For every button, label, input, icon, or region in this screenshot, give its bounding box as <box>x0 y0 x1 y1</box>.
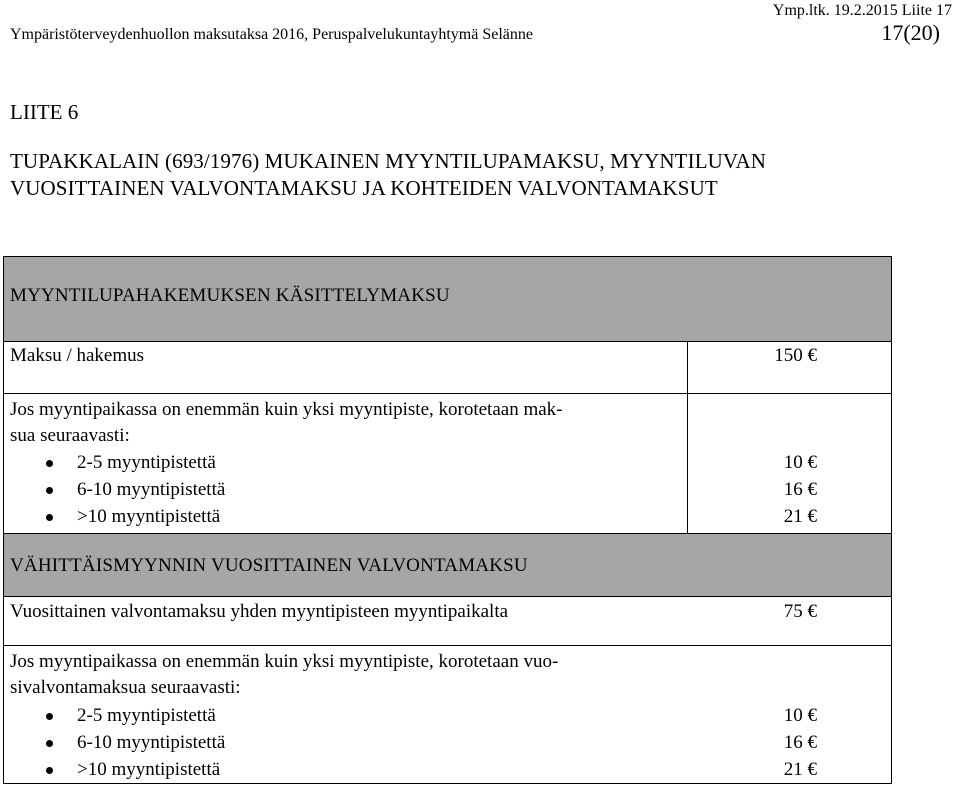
document-title-line-1: TUPAKKALAIN (693/1976) MUKAINEN MYYNTILUPAMAKSU, MYYNTILUVAN <box>10 149 766 173</box>
section2-fee-label: Vuosittainen valvontamaksu yhden myyntipisteen myyntipaikalta <box>10 601 509 622</box>
section2-item-list <box>10 703 225 784</box>
text-line: sivalvontamaksua seuraavasti: <box>10 677 241 698</box>
section1-heading: MYYNTILUPAHAKEMUKSEN KÄSITTELYMAKSU <box>10 285 450 306</box>
table-divider <box>4 341 891 342</box>
section2-fee-value: 75 € <box>783 601 817 622</box>
section2-heading: VÄHITTÄISMYYNNIN VUOSITTAINEN VALVONTAMAKSU <box>10 555 528 576</box>
list-item-value: 21 € <box>783 506 817 527</box>
list-item-value: 21 € <box>783 759 817 780</box>
fee-table <box>3 256 892 784</box>
section1-extra-text <box>10 397 563 449</box>
list-item: 6-10 myyntipistettä <box>10 730 225 757</box>
section1-item-list <box>10 450 225 531</box>
text-line: sua seuraavasti: <box>10 425 130 446</box>
list-item-value: 16 € <box>783 732 817 753</box>
appendix-label: LIITE 6 <box>10 100 79 124</box>
list-item-value: 10 € <box>783 705 817 726</box>
section2-item-values <box>704 703 817 784</box>
table-divider <box>4 645 891 646</box>
section1-fee-value: 150 € <box>774 345 817 366</box>
list-item: >10 myyntipistettä <box>10 757 225 784</box>
text-line: Jos myyntipaikassa on enemmän kuin yksi myyntipiste, korotetaan mak- <box>10 399 563 420</box>
table-divider <box>4 596 891 597</box>
list-item: >10 myyntipistettä <box>10 504 225 531</box>
document-reference: Ymp.ltk. 19.2.2015 Liite 17 <box>772 2 952 19</box>
list-item: 6-10 myyntipistettä <box>10 477 225 504</box>
table-divider <box>4 533 891 534</box>
section1-fee-label: Maksu / hakemus <box>10 345 145 366</box>
document-header-title: Ympäristöterveydenhuollon maksutaksa 2016, Peruspalvelukuntayhtymä Selänne <box>10 26 533 43</box>
column-divider <box>687 341 688 533</box>
text-line: Jos myyntipaikassa on enemmän kuin yksi myyntipiste, korotetaan vuo- <box>10 651 559 672</box>
section2-extra-text <box>10 649 558 701</box>
table-divider <box>4 393 891 394</box>
document-title-line-2: VUOSITTAINEN VALVONTAMAKSU JA KOHTEIDEN VALVONTAMAKSUT <box>10 176 718 200</box>
section1-item-values <box>704 450 817 531</box>
list-item-value: 10 € <box>783 452 817 473</box>
list-item-value: 16 € <box>783 479 817 500</box>
list-item: 2-5 myyntipistettä <box>10 703 225 730</box>
page-number: 17(20) <box>881 20 940 45</box>
list-item: 2-5 myyntipistettä <box>10 450 225 477</box>
